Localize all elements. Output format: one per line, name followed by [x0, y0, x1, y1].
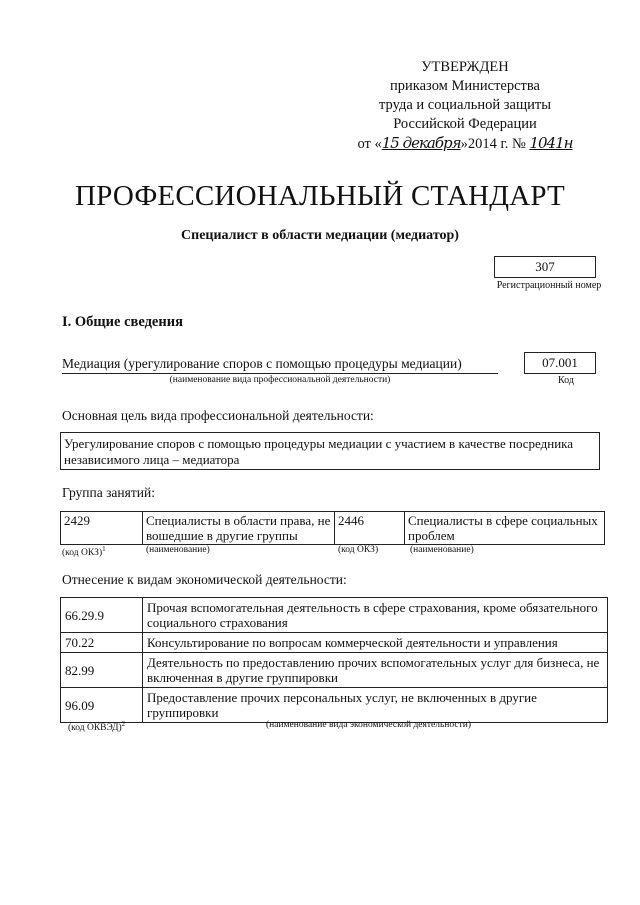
registration-number-label: Регистрационный номер: [496, 280, 602, 291]
goal-text-box: Урегулирование споров с помощью процедуры медиации с участием в качестве посредника независимого лица – медиатора: [60, 432, 600, 470]
date-suffix: »2014 г. №: [460, 136, 526, 152]
footnote-mark: 1: [102, 545, 106, 553]
goal-label: Основная цель вида профессиональной деятельности:: [62, 408, 374, 423]
okved-code-caption: [68, 720, 125, 733]
economic-activities-table: [60, 597, 608, 723]
okved-name: Предоставление прочих персональных услуг, не включенных в другие группировки: [143, 688, 608, 723]
activity-kind: Медиация (урегулирование споров с помощью процедуры медиации): [62, 356, 498, 374]
table-row: [61, 633, 608, 653]
handwritten-date: 15 декабря: [381, 134, 461, 152]
activity-kind-caption: (наименование вида профессиональной деятельности): [169, 375, 391, 385]
registration-number-box: 307: [494, 256, 596, 278]
okved-code: 82.99: [61, 653, 143, 688]
okved-code: 70.22: [61, 633, 143, 653]
table-row: [61, 653, 608, 688]
approval-block: [330, 58, 600, 154]
approval-line: Российской Федерации: [393, 116, 537, 132]
economic-label: Отнесение к видам экономической деятельности:: [62, 572, 347, 587]
approval-heading: УТВЕРЖДЕН: [421, 59, 509, 75]
section-title: I. Общие сведения: [62, 314, 183, 330]
approval-line: приказом Министерства: [390, 78, 540, 94]
occupation-code: 2446: [335, 512, 405, 545]
okved-code: 66.29.9: [61, 598, 143, 633]
okz-code-caption: (код ОКЗ): [338, 545, 379, 555]
occupation-name: Специалисты в сфере социальных проблем: [405, 512, 605, 545]
occupation-code: 2429: [61, 512, 143, 545]
handwritten-number: 1041н: [529, 134, 573, 152]
table-row: [61, 688, 608, 723]
document-subtitle: Специалист в области медиации (медиатор): [181, 228, 459, 243]
occupation-name-caption: (наименование): [410, 545, 474, 555]
occupation-name: Специалисты в области права, не вошедшие в другие группы: [143, 512, 335, 545]
okved-name: Консультирование по вопросам коммерческой деятельности и управления: [143, 633, 608, 653]
document-title: ПРОФЕССИОНАЛЬНЫЙ СТАНДАРТ: [75, 180, 565, 212]
date-prefix: от «: [357, 136, 382, 152]
approval-date-line: [330, 134, 600, 154]
okved-name: Прочая вспомогательная деятельность в сфере страхования, кроме обязательного социального страхования: [143, 598, 608, 633]
occupation-name-caption: (наименование): [146, 545, 210, 555]
occupations-table: [60, 511, 605, 545]
activity-code-caption: Код: [558, 375, 574, 386]
activity-code-box: 07.001: [524, 352, 596, 374]
okved-name: Деятельность по предоставлению прочих вспомогательных услуг для бизнеса, не включенная в другие группировки: [143, 653, 608, 688]
okved-name-caption: (наименование вида экономической деятельности): [266, 720, 471, 730]
approval-line: труда и социальной защиты: [379, 97, 551, 113]
occupations-label: Группа занятий:: [62, 485, 155, 500]
table-row: [61, 512, 605, 545]
caption-text: (код ОКВЭД): [68, 723, 122, 734]
footnote-mark: 2: [121, 720, 126, 728]
caption-text: (код ОКЗ): [62, 548, 103, 559]
table-row: [61, 598, 608, 633]
okz-code-caption: [62, 545, 106, 558]
okved-code: 96.09: [61, 688, 143, 723]
